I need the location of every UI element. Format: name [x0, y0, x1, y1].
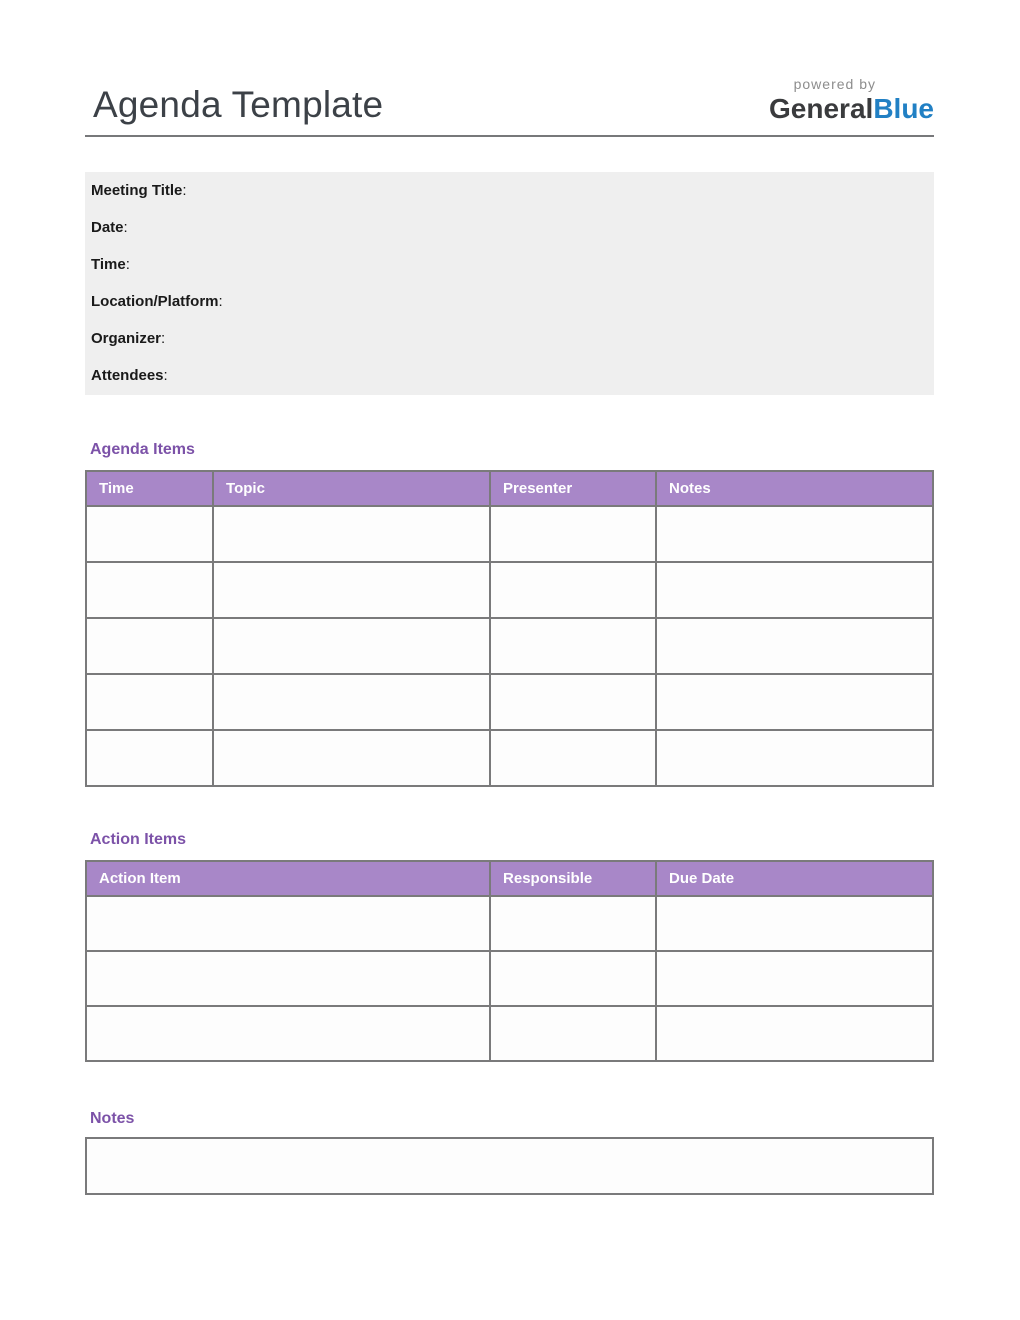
agenda-row	[86, 506, 933, 562]
agenda-cell-time	[86, 730, 213, 786]
agenda-row	[86, 674, 933, 730]
agenda-cell-presenter	[490, 618, 656, 674]
meeting-info-field	[85, 283, 934, 320]
agenda-cell-presenter	[490, 562, 656, 618]
agenda-cell-notes	[656, 618, 933, 674]
page-title: Agenda Template	[93, 84, 384, 125]
meeting-info-field	[85, 246, 934, 283]
action-row	[86, 1006, 933, 1061]
action-cell-due-date	[656, 1006, 933, 1061]
agenda-cell-time	[86, 506, 213, 562]
action-cell-due-date	[656, 951, 933, 1006]
action-cell-item	[86, 896, 490, 951]
field-label-date: Date	[91, 219, 124, 236]
action-cell-responsible	[490, 951, 656, 1006]
agenda-column-header-presenter: Presenter	[490, 471, 656, 506]
notes-box	[85, 1137, 934, 1195]
brand-blue-text: Blue	[873, 93, 934, 124]
agenda-items-heading: Agenda Items	[90, 441, 195, 458]
action-cell-responsible	[490, 1006, 656, 1061]
agenda-cell-topic	[213, 562, 490, 618]
action-column-header-item: Action Item	[86, 861, 490, 896]
field-colon: :	[163, 367, 168, 384]
brand-logo	[769, 76, 934, 124]
agenda-cell-topic	[213, 618, 490, 674]
agenda-column-header-time: Time	[86, 471, 213, 506]
meeting-info-field	[85, 172, 934, 209]
action-column-header-due-date: Due Date	[656, 861, 933, 896]
field-colon: :	[182, 182, 187, 199]
field-colon: :	[123, 219, 128, 236]
action-cell-due-date	[656, 896, 933, 951]
action-cell-responsible	[490, 896, 656, 951]
meeting-info-field	[85, 209, 934, 246]
agenda-cell-notes	[656, 730, 933, 786]
agenda-cell-notes	[656, 506, 933, 562]
agenda-cell-topic	[213, 506, 490, 562]
action-items-table	[85, 860, 934, 1062]
action-cell-item	[86, 951, 490, 1006]
agenda-cell-notes	[656, 674, 933, 730]
agenda-cell-presenter	[490, 506, 656, 562]
agenda-header-row	[86, 471, 933, 506]
action-cell-item	[86, 1006, 490, 1061]
agenda-cell-time	[86, 674, 213, 730]
agenda-row	[86, 618, 933, 674]
action-row	[86, 951, 933, 1006]
agenda-cell-presenter	[490, 674, 656, 730]
agenda-column-header-topic: Topic	[213, 471, 490, 506]
field-colon: :	[218, 293, 223, 310]
brand-general-text: General	[769, 93, 874, 124]
field-label-time: Time	[91, 256, 126, 273]
field-colon: :	[125, 256, 130, 273]
agenda-cell-notes	[656, 562, 933, 618]
meeting-info-box	[85, 172, 934, 395]
agenda-cell-time	[86, 562, 213, 618]
meeting-info-field	[85, 357, 934, 394]
action-items-heading: Action Items	[90, 831, 187, 848]
field-label-meeting-title: Meeting Title	[91, 182, 183, 199]
brand-wordmark	[769, 94, 934, 124]
action-header-row	[86, 861, 933, 896]
agenda-cell-presenter	[490, 730, 656, 786]
action-row	[86, 896, 933, 951]
agenda-cell-topic	[213, 674, 490, 730]
header-divider	[85, 135, 934, 137]
field-label-organizer: Organizer	[91, 330, 162, 347]
agenda-row	[86, 730, 933, 786]
agenda-column-header-notes: Notes	[656, 471, 933, 506]
field-colon: :	[161, 330, 166, 347]
notes-heading: Notes	[90, 1110, 135, 1127]
meeting-info-field	[85, 320, 934, 357]
agenda-cell-time	[86, 618, 213, 674]
agenda-cell-topic	[213, 730, 490, 786]
field-label-attendees: Attendees	[91, 367, 164, 384]
powered-by-label: powered by	[793, 76, 876, 92]
field-label-location: Location/Platform	[91, 293, 219, 310]
agenda-items-table	[85, 470, 934, 787]
action-column-header-responsible: Responsible	[490, 861, 656, 896]
agenda-row	[86, 562, 933, 618]
